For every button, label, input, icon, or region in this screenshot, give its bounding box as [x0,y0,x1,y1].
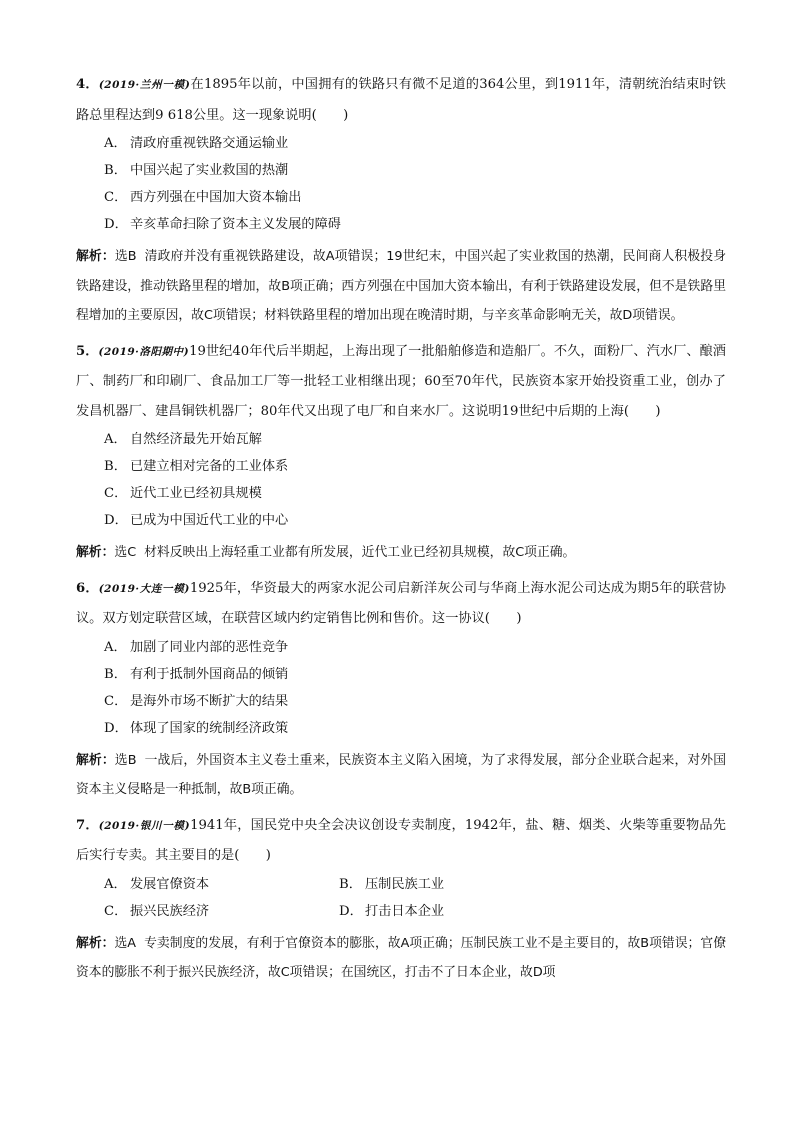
question-number: 4． [76,77,99,92]
question-text: 1925年，华资最大的两家水泥公司启新洋灰公司与华商上海水泥公司达成为期5年的联营协议。双方划定联营区域，在联营区域内约定销售比例和售价。这一协议( ) [76,580,726,626]
option-key: A． [104,876,127,892]
option-a [76,130,726,157]
option-key: D． [104,720,128,736]
option-key: C． [104,693,128,709]
option-text: 振兴民族经济 [130,903,210,919]
option-text: 中国兴起了实业救国的热潮 [130,163,289,178]
question-4 [76,70,726,331]
option-a [76,634,726,661]
question-stem [76,574,726,634]
explanation-label: 解析： [76,545,115,560]
option-d [76,715,726,742]
option-text: 打击日本企业 [365,903,445,919]
option-d [76,507,726,534]
option-key: C． [104,190,128,205]
question-text: 1941年，国民党中央全会决议创设专卖制度，1942年，盐、糖、烟类、火柴等重要物品先后实行专卖。其主要目的是( ) [76,817,726,863]
question-stem [76,70,726,130]
option-key: B． [104,459,127,474]
option-text: 发展官僚资本 [130,876,210,892]
option-key: A． [104,136,127,151]
option-row-1 [76,871,726,898]
option-a [104,871,339,898]
question-stem [76,337,726,427]
option-text: 加剧了同业内部的恶性竞争 [130,639,289,655]
question-6 [76,574,726,805]
option-d [339,898,574,925]
option-text: 近代工业已经初具规模 [130,486,262,501]
option-c [76,184,726,211]
explanation [76,746,726,805]
explanation-answer: 选A [114,935,137,951]
option-text: 辛亥革命扫除了资本主义发展的障碍 [130,217,341,232]
option-text: 体现了国家的统制经济政策 [130,720,289,736]
option-b [339,871,574,898]
explanation-answer: 选C [114,545,137,560]
option-key: D． [104,217,128,232]
option-c [104,898,339,925]
question-source: (2019·大连一模) [98,582,190,595]
question-text: 19世纪40年代后半期起，上海出现了一批船舶修造和造船厂。不久，面粉厂、汽水厂、酿酒厂、制药厂和印刷厂、食品加工厂等一批轻工业相继出现；60至70年代，民族资本家开始投资重工业，创办了发昌机器厂、建昌铜铁机器厂；80年代又出现了电厂和自来水厂。这说明19世纪中后期的上海( ) [76,343,726,419]
option-c [76,480,726,507]
option-key: A． [104,639,127,655]
option-key: C． [104,486,128,501]
explanation-label: 解析： [76,752,115,768]
option-b [76,157,726,184]
option-text: 自然经济最先开始瓦解 [130,432,262,447]
option-key: B． [104,163,127,178]
option-b [76,661,726,688]
option-d [76,211,726,238]
explanation-text: 材料反映出上海轻重工业都有所发展，近代工业已经初具规模，故C项正确。 [144,545,576,560]
option-text: 是海外市场不断扩大的结果 [130,693,289,709]
option-text: 西方列强在中国加大资本输出 [130,190,302,205]
option-text: 有利于抵制外国商品的倾销 [130,666,289,682]
option-c [76,688,726,715]
question-source: (2019·银川一模) [98,819,191,832]
question-number: 6． [76,580,99,596]
question-stem [76,811,726,871]
question-7 [76,811,726,988]
question-source: (2019·洛阳期中) [98,345,190,358]
question-source: (2019·兰州一模) [98,79,191,91]
question-number: 5． [76,343,99,359]
explanation-answer: 选B [114,752,137,768]
explanation-text: 专卖制度的发展，有利于官僚资本的膨胀，故A项正确；压制民族工业不是主要目的，故B项错误；官僚资本的膨胀不利于振兴民族经济，故C项错误；在国统区，打击不了日本企业，故D项 [76,935,726,980]
option-text: 已成为中国近代工业的中心 [130,513,289,528]
option-row-2 [76,898,726,925]
option-key: C． [104,903,128,919]
question-number: 7． [76,817,99,833]
option-key: D． [104,513,128,528]
explanation-label: 解析： [76,249,115,264]
option-key: D． [339,903,363,919]
explanation-answer: 选B [114,249,137,264]
explanation [76,929,726,988]
option-b [76,453,726,480]
option-key: B． [339,876,362,892]
option-key: B． [104,666,127,682]
option-key: A． [104,432,127,447]
question-5 [76,337,726,568]
explanation [76,538,726,568]
explanation [76,242,726,331]
explanation-label: 解析： [76,935,115,951]
explanation-text: 一战后，外国资本主义卷土重来，民族资本主义陷入困境，为了求得发展，部分企业联合起来，对外国资本主义侵略是一种抵制，故B项正确。 [76,752,727,797]
explanation-text: 清政府并没有重视铁路建设，故A项错误；19世纪末，中国兴起了实业救国的热潮，民间商人积极投身铁路建设，推动铁路里程的增加，故B项正确；西方列强在中国加大资本输出，有利于铁路建设发展，但不是铁路里程增加的主要原因，故C项错误；材料铁路里程的增加出现在晚清时期，与辛亥革命影响无关，故D项错误。 [76,249,726,323]
question-text: 在1895年以前，中国拥有的铁路只有微不足道的364公里，到1911年，清朝统治结束时铁路总里程达到9 618公里。这一现象说明( ) [76,77,726,123]
option-a [76,426,726,453]
option-text: 已建立相对完备的工业体系 [130,459,289,474]
document-page [76,70,726,994]
option-text: 压制民族工业 [365,876,445,892]
option-text: 清政府重视铁路交通运输业 [130,136,289,151]
